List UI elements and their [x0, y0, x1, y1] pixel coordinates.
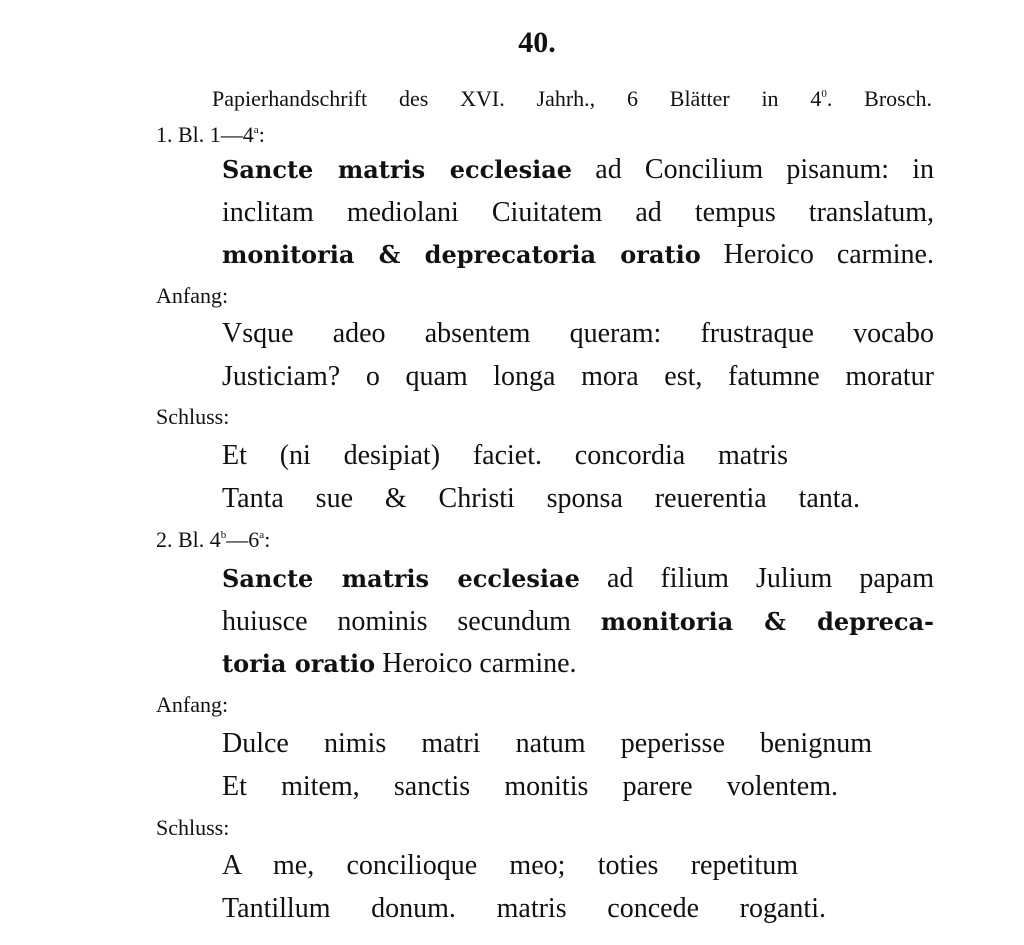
item-2-title-line-2: [222, 606, 934, 638]
item-2-schluss-label: Schluss:: [156, 815, 230, 840]
item-1-number-sup: a: [253, 124, 259, 136]
manuscript-description: [212, 86, 932, 112]
page-number: 40.: [518, 26, 556, 59]
item-1-title-bold: Sancte matris ecclesiae: [222, 155, 573, 184]
item-1-title-line-1: [222, 154, 934, 186]
item-2-title-text: ad filium Julium papam: [579, 563, 934, 594]
item-2-number-sup-2: a: [259, 529, 265, 541]
item-1-anfang-line-1: Vsque adeo absentem queram: frustraque vocabo: [222, 318, 934, 349]
item-2-number-suffix: :: [264, 527, 271, 552]
item-2-number-text: 2. Bl. 4: [156, 527, 221, 552]
item-2-title-bold: Sancte matris ecclesiae: [222, 564, 580, 593]
item-2-title-bold-2: monitoria & depreca-: [600, 607, 935, 636]
item-2-schluss-line-2: Tantillum donum. matris concede roganti.: [222, 893, 826, 924]
item-1-title-bold-2: monitoria & deprecatoria oratio: [222, 240, 701, 269]
item-1-title-text: ad Concilium pisanum: in: [572, 154, 935, 185]
item-2-title-text-2: huiusce nominis secundum: [222, 606, 601, 637]
item-2-title-line-1: [222, 563, 934, 595]
item-1-schluss-line-2: Tanta sue & Christi sponsa reuerentia tanta.: [222, 483, 860, 514]
item-2-anfang-line-2: Et mitem, sanctis monitis parere volentem.: [222, 771, 838, 802]
item-1-title-text-2: Heroico carmine.: [700, 239, 934, 270]
item-2-title-line-3: [222, 648, 577, 680]
item-2-number: [156, 527, 270, 553]
item-2-number-sup: b: [220, 529, 227, 541]
item-1-number-text: 1. Bl. 1—4: [156, 122, 254, 147]
description-text: Papierhandschrift des XVI. Jahrh., 6 Blätter in 4: [212, 86, 822, 111]
item-1-schluss-label: Schluss:: [156, 404, 230, 429]
item-2-title-bold-3: toria oratio: [222, 649, 376, 678]
item-1-anfang-line-2: Justiciam? o quam longa mora est, fatumne moratur: [222, 361, 934, 392]
item-1-title-line-2: inclitam mediolani Ciuitatem ad tempus translatum,: [222, 197, 934, 228]
item-2-anfang-label: Anfang:: [156, 692, 229, 717]
item-2-anfang-line-1: Dulce nimis matri natum peperisse benignum: [222, 728, 872, 759]
item-1-number-suffix: :: [258, 122, 265, 147]
description-degree: 0: [821, 88, 827, 100]
description-tail: . Brosch.: [826, 86, 933, 111]
item-2-title-text-3: Heroico carmine.: [375, 648, 577, 679]
item-1-title-line-3: [222, 239, 934, 271]
item-1-schluss-line-1: Et (ni desipiat) faciet. concordia matris: [222, 440, 788, 471]
item-1-anfang-label: Anfang:: [156, 283, 229, 308]
item-2-schluss-line-1: A me, concilioque meo; toties repetitum: [222, 850, 798, 881]
item-1-number: [156, 122, 265, 148]
item-2-number-mid: —6: [226, 527, 260, 552]
